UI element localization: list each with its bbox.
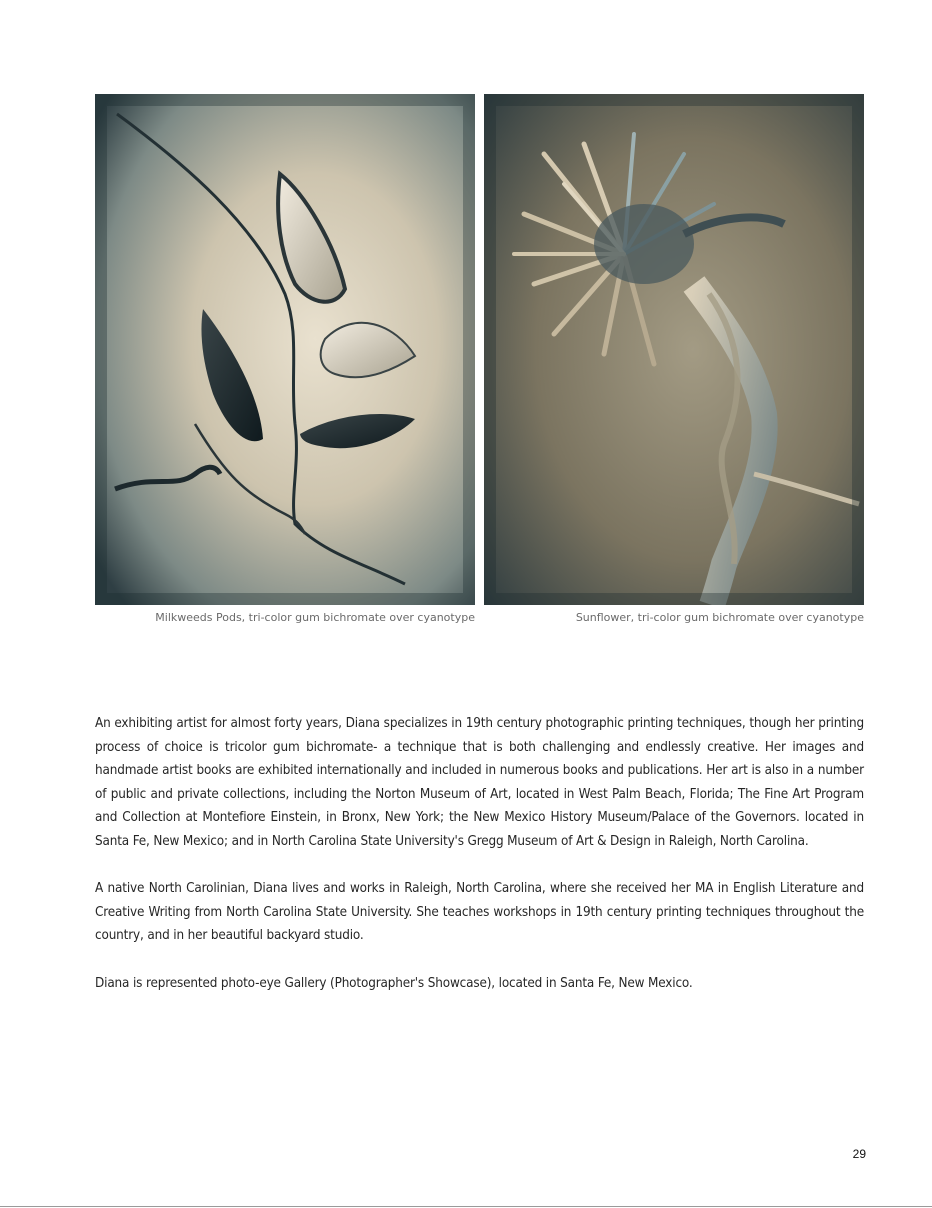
sunflower-caption: Sunflower, tri-color gum bichromate over cyanotype <box>575 611 864 624</box>
bio-paragraph-representation: Diana is represented photo-eye Gallery (Photographer's Showcase), located in Santa Fe, New Mexico. <box>95 976 693 991</box>
bio-paragraph-background: A native North Carolinian, Diana lives and works in Raleigh, North Carolina, where she received her MA in English Literature and Creative Writing from North Carolina State University. She teaches workshops in 19th century printing techniques throughout the country, and in her beautiful backyard studio. <box>95 881 864 943</box>
sunflower-image <box>484 94 864 605</box>
page-number: 29 <box>852 1147 866 1161</box>
milkweed-pods-caption: Milkweeds Pods, tri-color gum bichromate over cyanotype <box>155 611 475 624</box>
page-bottom-divider <box>0 1206 932 1207</box>
milkweed-pods-photo <box>95 94 475 605</box>
bio-paragraph-exhibitions: An exhibiting artist for almost forty years, Diana specializes in 19th century photographic printing techniques, though her printing process of choice is tricolor gum bichromate- a technique that is both challenging and endlessly creative. Her images and handmade artist books are exhibited internationally and included in numerous books and publications. Her art is also in a number of public and private collections, including the Norton Museum of Art, located in West Palm Beach, Florida; The Fine Art Program and Collection at Montefiore Einstein, in Bronx, New York; the New Mexico History Museum/Palace of the Governors. located in Santa Fe, New Mexico; and in North Carolina State University's Gregg Museum of Art & Design in Raleigh, North Carolina. <box>95 716 864 849</box>
milkweed-pods-image <box>95 94 475 605</box>
sunflower-photo <box>484 94 864 605</box>
